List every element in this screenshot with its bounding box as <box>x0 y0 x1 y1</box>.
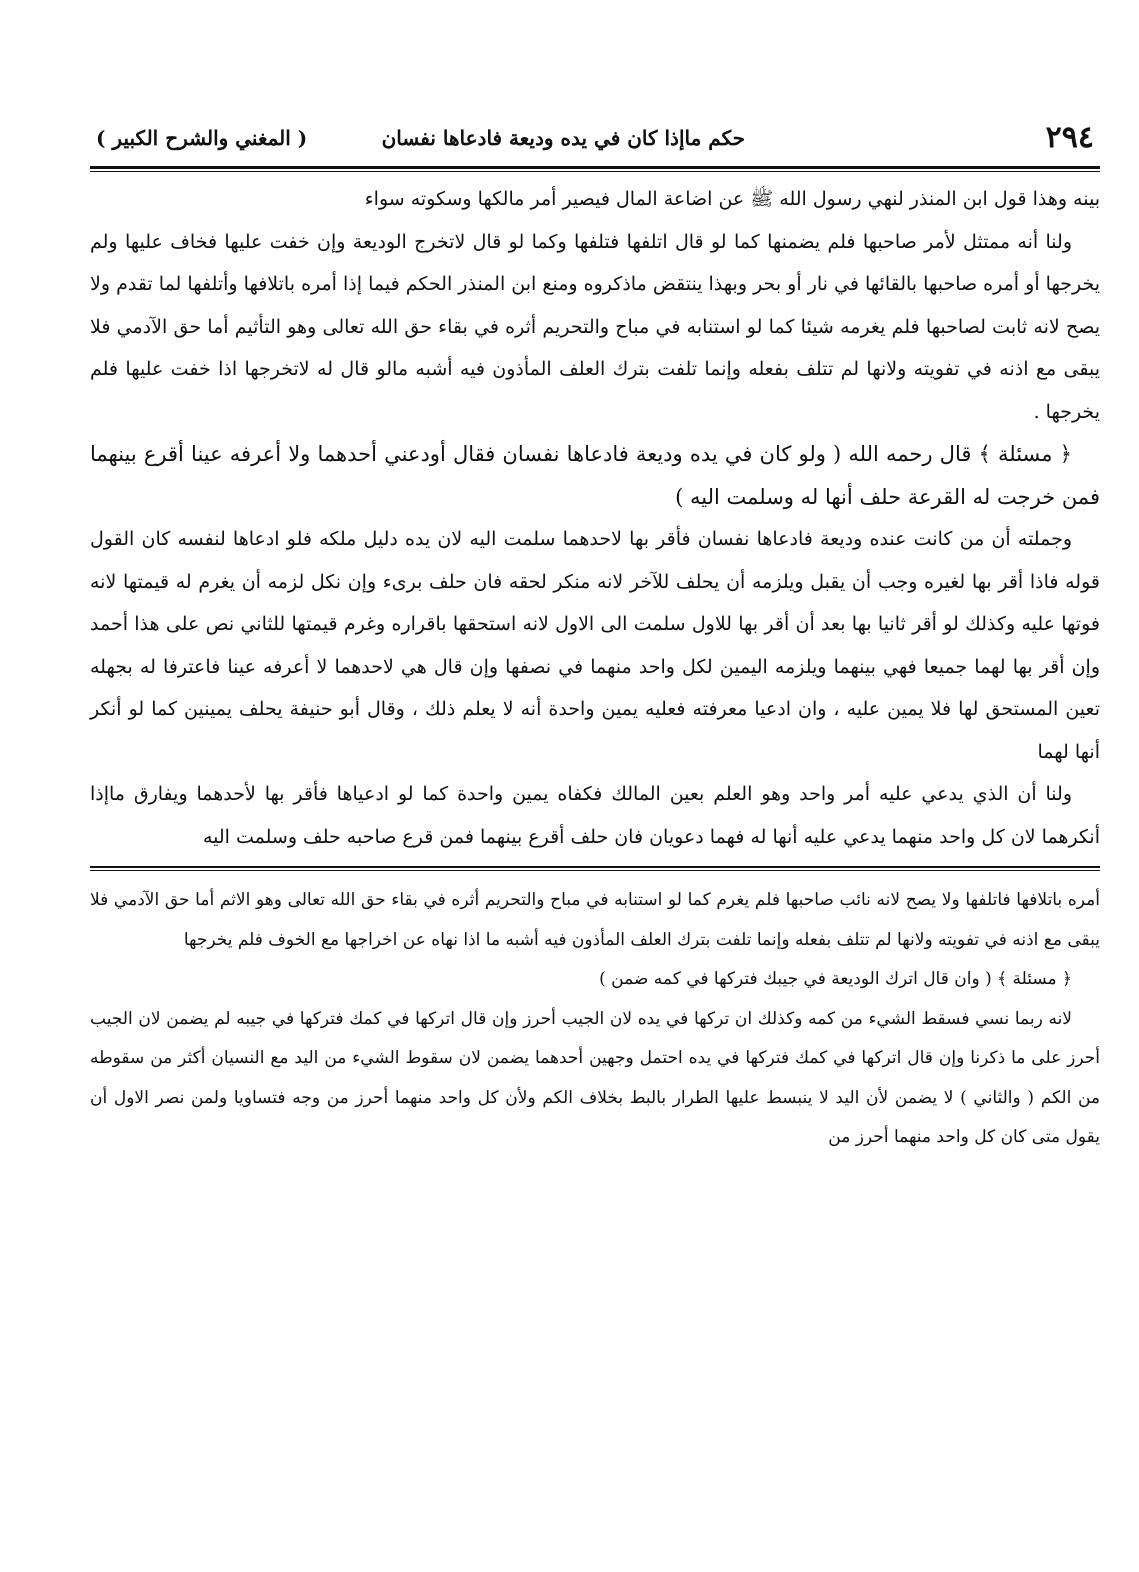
book-title: ( المغني والشرح الكبير ) <box>96 126 308 150</box>
footnote-separator <box>90 866 1100 871</box>
footnote-masala: ﴿ مسئلة ﴾ ( وان قال اترك الوديعة في جيبك فتركها في كمه ضمن ) <box>599 969 1072 989</box>
page-number: ٢٩٤ <box>1045 120 1094 155</box>
main-paragraph: ولنا أنه ممتثل لأمر صاحبها فلم يضمنها كما لو قال اتلفها فتلفها وكما لو قال لاتخرج الوديعة وإن خفت عليها فخاف عليها ولم يخرجها أو أمره صاحبها بالقائها في نار أو بحر وبهذا ينتقض ماذكروه ومنع ابن المنذر الحكم فيما إذا أمره باتلافها وأتلفها لما تقدم ولا يصح لانه ثابت لصاحبها فلم يغرمه شيئا كما لو استنابه في مباح والتحريم أثره في بقاء حق الله تعالى وهو التأثيم أما حق الآدمي فلا يبقى مع اذنه في تفويته ولانها لم تتلف بفعله وإنما تلفت بترك العلف المأذون فيه أشبه مالو قال له لاتخرجها اذا خفت عليها فلم يخرجها . <box>90 230 1100 423</box>
footnote-paragraph: أمره باتلافها فاتلفها ولا يصح لانه نائب صاحبها فلم يغرم كما لو استنابه في مباح والتحريم أثره في بقاء حق الله تعالى وهو الاثم أما حق الآدمي فلا يبقى مع اذنه في تفويته ولانها لم تتلف بفعله وإنما تلفت بترك العلف المأذون فيه أشبه ما اذا نهاه عن اخراجها مع الخوف فلم يخرجها <box>90 890 1100 950</box>
footnote-paragraph: لانه ربما نسي فسقط الشيء من كمه وكذلك ان تركها في يده لان الجيب أحرز وإن قال اتركها في كمك فتركها في جيبه لم يضمن لان الجيب أحرز على ما ذكرنا وإن قال اتركها في كمك فتركها في يده احتمل وجهين أحدهما يضمن لان سقوط الشيء من اليد مع النسيان أكثر من سقوطه من الكم ( والثاني ) لا يضمن لأن اليد لا ينبسط عليها الطرار بالبط بخلاف الكم ولأن كل واحد منهما أحرز من وجه فتساويا ولمن نصر الاول أن يقول متى كان كل واحد منهما أحرز من <box>90 1008 1100 1147</box>
page-header <box>90 118 1100 166</box>
footnote-text <box>90 881 1100 1158</box>
main-paragraph: وجملته أن من كانت عنده وديعة فادعاها نفسان فأقر بها لاحدهما سلمت اليه لان يده دليل ملكه فلو ادعاها لنفسه كان القول قوله فاذا أقر بها لغيره وجب أن يقبل ويلزمه أن يحلف للآخر لانه منكر لحقه فان حلف برىء وإن نكل لزمه أن يغرم له قيمتها لانه فوتها عليه وكذلك لو أقر ثانيا بها بعد أن أقر بها للاول سلمت الى الاول لانه استحقها باقراره وغرم قيمتها للثاني نص على هذا أحمد وإن أقر بها لهما جميعا فهي بينهما ويلزمه اليمين لكل واحد منهما في نصفها وإن قال هي لاحدهما لا أعرفه عينا فاعترفا له بجهله تعين المستحق لها فلا يمين عليه ، وان ادعيا معرفته فعليه يمين واحدة أنه لا يعلم ذلك ، وقال أبو حنيفة يحلف يمينين كما لو أنكر أنها لهما <box>90 528 1100 763</box>
masala-paragraph: ﴿ مسئلة ﴾ قال رحمه الله ( ولو كان في يده وديعة فادعاها نفسان فقال أودعني أحدهما ولا أعرفه عينا أقرع بينهما فمن خرجت له القرعة حلف أنها له وسلمت اليه ) <box>90 442 1100 509</box>
running-title: حكم ماإذا كان في يده وديعة فادعاها نفسان <box>381 126 745 150</box>
main-text <box>90 178 1100 858</box>
book-page <box>90 118 1100 1538</box>
header-rule <box>90 166 1100 172</box>
main-paragraph: ولنا أن الذي يدعي عليه أمر واحد وهو العلم بعين المالك فكفاه يمين واحدة كما لو ادعياها فأقر بها لأحدهما ويفارق ماإذا أنكرهما لان كل واحد منهما يدعي عليه أنها له فهما دعويان فان حلف أقرع بينهما فمن قرع صاحبه حلف وسلمت اليه <box>90 783 1100 848</box>
main-paragraph: بينه وهذا قول ابن المنذر لنهي رسول الله ﷺ عن اضاعة المال فيصير أمر مالكها وسكوته سواء <box>364 188 1100 210</box>
